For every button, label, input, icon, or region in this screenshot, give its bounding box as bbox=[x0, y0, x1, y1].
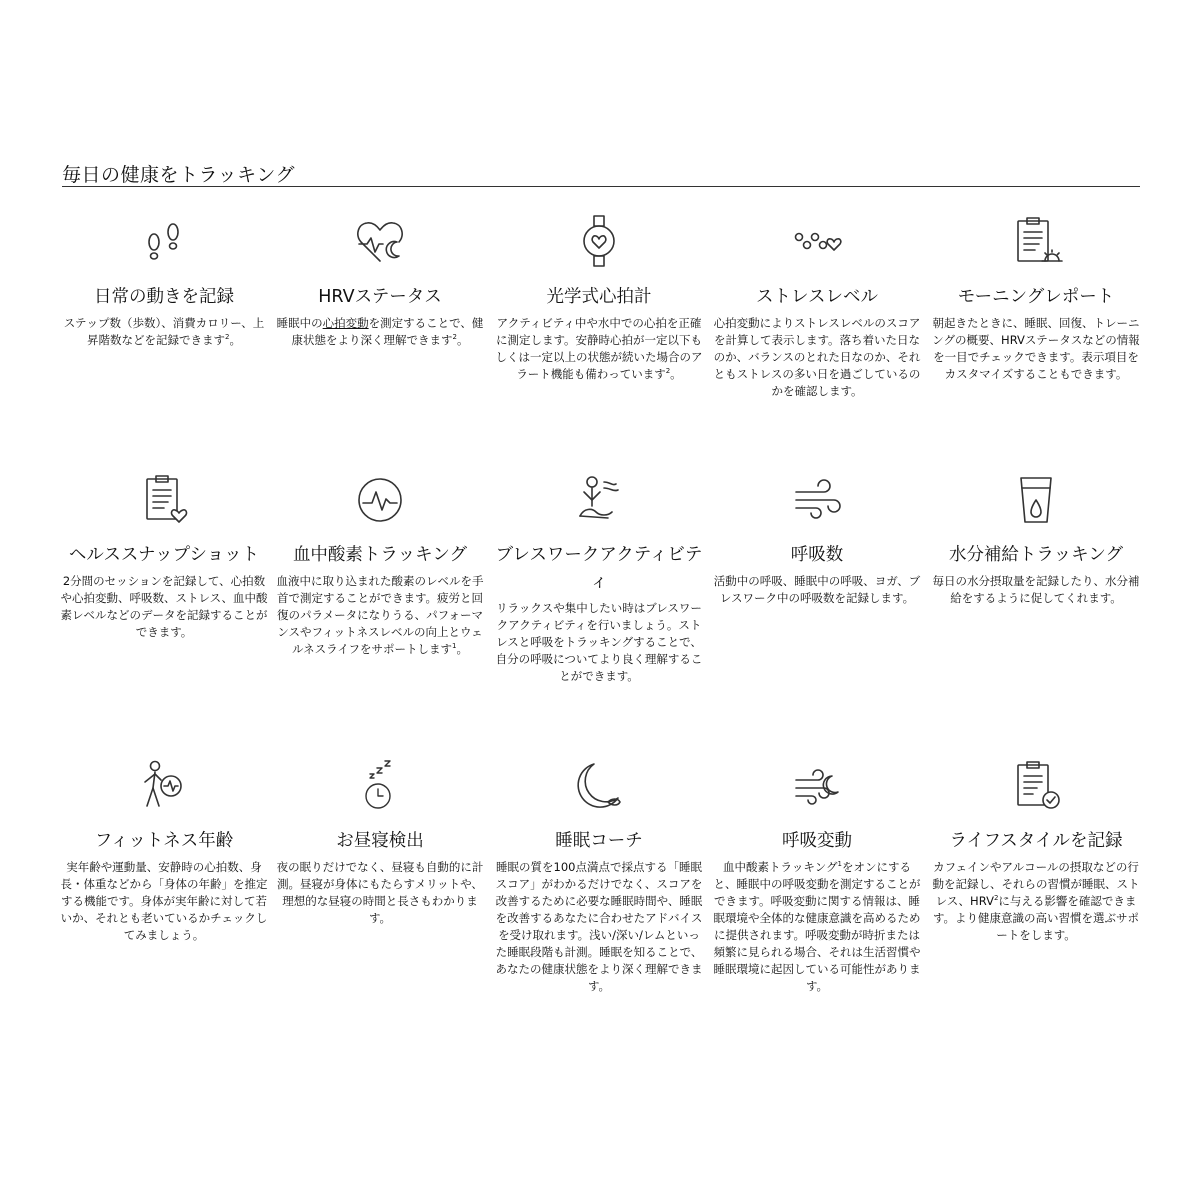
description-text: を測定することで、健康状態をより深く理解できます bbox=[291, 316, 484, 347]
feature-title: ブレスワークアクティビティ bbox=[495, 545, 703, 592]
description-text: 睡眠の質を100点満点で採点する「睡眠スコア」がわかるだけでなく、スコアを改善するために必要な睡眠時間や、睡眠を改善するあなたに合わせたアドバイスを受け取れます。浅い/深い/レムといった睡眠段階も計測。睡眠を知ることで、あなたの健康状態をより深く理解できます。 bbox=[495, 860, 703, 993]
description-text: 2分間のセッションを記録して、心拍数や心拍変動、呼吸数、ストレス、血中酸素レベルなどのデータを記録することができます。 bbox=[60, 574, 268, 639]
meditation-icon bbox=[491, 468, 707, 526]
feature-card bbox=[272, 754, 488, 927]
feature-card bbox=[491, 754, 707, 995]
feature-title: 光学式心拍計 bbox=[546, 287, 652, 307]
feature-card bbox=[272, 468, 488, 658]
wind-icon bbox=[709, 468, 925, 526]
feature-title: 日常の動きを記録 bbox=[94, 287, 234, 307]
description-text: に与える影響を確認できます。より健康意識の高い習慣を選ぶサポートをします。 bbox=[932, 894, 1140, 942]
description-text: ステップ数（歩数）、消費カロリー、上昇階数などを記録できます bbox=[63, 316, 265, 347]
footnote-marker: 2 bbox=[993, 894, 999, 903]
feature-description bbox=[713, 315, 921, 400]
description-text: 血中酸素トラッキング bbox=[723, 860, 838, 874]
feature-card bbox=[928, 468, 1144, 607]
wind-moon-icon bbox=[709, 754, 925, 812]
description-text: リラックスや集中したい時はブレスワークアクティビティを行いましょう。ストレスと呼吸をトラッキングすることで、自分の呼吸についてより良く理解することができます。 bbox=[495, 601, 703, 683]
description-text: 夜の眠りだけでなく、昼寝も自動的に計測。昼寝が身体にもたらすメリットや、理想的な昼寝の時間と長さもわかります。 bbox=[276, 860, 484, 925]
feature-title: 水分補給トラッキング bbox=[948, 545, 1124, 565]
description-text: 心拍変動 bbox=[322, 316, 369, 330]
feature-title: 呼吸変動 bbox=[782, 831, 852, 851]
feature-description bbox=[932, 573, 1140, 607]
clipboard-check-icon bbox=[928, 754, 1144, 812]
description-text: 。 bbox=[456, 333, 469, 347]
heart-moon-icon bbox=[272, 210, 488, 268]
feature-description bbox=[495, 600, 703, 685]
feature-card bbox=[709, 468, 925, 607]
description-text: をオンにすると、睡眠中の呼吸変動を測定することができます。呼吸変動に関する情報は、睡眠環境や全体的な健康意識を高めるために提供されます。呼吸変動が時折または頻繁に見られる場合、それは生活習慣や睡眠環境に起因している可能性があります。 bbox=[713, 860, 921, 993]
feature-description bbox=[932, 315, 1140, 383]
feature-description bbox=[276, 315, 484, 349]
page-title: 毎日の健康をトラッキング bbox=[62, 164, 296, 186]
feature-card bbox=[56, 210, 272, 349]
description-text: 血液中に取り込まれた酸素のレベルを手首で測定することができます。疲労と回復のパラメータになりうる、パフォーマンスやフィットネスレベルの向上とウェルネスライフをサポートします bbox=[276, 574, 484, 656]
fitness-age-icon bbox=[56, 754, 272, 812]
feature-card bbox=[709, 210, 925, 400]
description-text: 。 bbox=[229, 333, 241, 347]
footnote-marker: 2 bbox=[225, 333, 230, 342]
description-text: 。 bbox=[670, 367, 682, 381]
feature-title: 呼吸数 bbox=[790, 545, 844, 565]
footprints-icon bbox=[56, 210, 272, 268]
pulse-ox-icon bbox=[272, 468, 488, 526]
feature-description bbox=[276, 859, 484, 927]
description-text: 睡眠中の bbox=[276, 316, 323, 330]
description-text: 心拍変動によりストレスレベルのスコアを計算して表示します。落ち着いた日なのか、バランスのとれた日なのか、それともストレスの多い日を過ごしているのかを確認します。 bbox=[713, 316, 921, 398]
description-text: カフェインやアルコールの摂取などの行動を記録し、それらの習慣が睡眠、ストレス、HRV bbox=[932, 860, 1140, 908]
feature-title: ストレスレベル bbox=[756, 287, 878, 307]
feature-title: 睡眠コーチ bbox=[555, 831, 643, 851]
feature-title: モーニングレポート bbox=[957, 287, 1115, 307]
footnote-marker: 2 bbox=[452, 333, 457, 342]
feature-card bbox=[56, 754, 272, 944]
feature-description bbox=[932, 859, 1140, 944]
feature-card bbox=[928, 210, 1144, 383]
description-text: 。 bbox=[456, 642, 468, 656]
feature-card bbox=[491, 210, 707, 383]
footnote-marker: 1 bbox=[452, 642, 457, 651]
stress-wave-icon bbox=[709, 210, 925, 268]
feature-title: お昼寝検出 bbox=[336, 831, 424, 851]
feature-card bbox=[272, 210, 488, 349]
feature-description bbox=[60, 315, 268, 349]
description-text: 活動中の呼吸、睡眠中の呼吸、ヨガ、ブレスワーク中の呼吸数を記録します。 bbox=[713, 574, 921, 605]
feature-title: HRVステータス bbox=[318, 287, 442, 307]
feature-title: ライフスタイルを記録 bbox=[949, 831, 1123, 851]
feature-description bbox=[495, 315, 703, 383]
feature-card bbox=[56, 468, 272, 641]
feature-description bbox=[495, 859, 703, 995]
description-text: 毎日の水分摂取量を記録したり、水分補給をするように促してくれます。 bbox=[932, 574, 1140, 605]
feature-description bbox=[713, 859, 921, 995]
description-text: 実年齢や運動量、安静時の心拍数、身長・体重などから「身体の年齢」を推定する機能です。身体が実年齢に対して若いか、それとも老いているかチェックしてみましょう。 bbox=[60, 860, 268, 942]
feature-description bbox=[60, 573, 268, 641]
footnote-marker: 1 bbox=[837, 860, 842, 869]
water-glass-icon bbox=[928, 468, 1144, 526]
footnote-marker: 2 bbox=[665, 367, 671, 376]
description-text: アクティビティ中や水中での心拍を正確に測定します。安静時心拍が一定以下もしくは一定以上の状態が続いた場合のアラート機能も備わっています bbox=[495, 316, 703, 381]
watch-heart-icon bbox=[491, 210, 707, 268]
clipboard-sunrise-icon bbox=[928, 210, 1144, 268]
nap-clock-icon bbox=[272, 754, 488, 812]
feature-title: 血中酸素トラッキング bbox=[292, 545, 468, 565]
feature-title: ヘルススナップショット bbox=[68, 545, 260, 565]
clipboard-heart-icon bbox=[56, 468, 272, 526]
feature-title: フィットネス年齢 bbox=[94, 831, 234, 851]
title-divider bbox=[62, 186, 1140, 187]
moon-icon bbox=[491, 754, 707, 812]
feature-description bbox=[713, 573, 921, 607]
feature-card bbox=[709, 754, 925, 995]
feature-description bbox=[60, 859, 268, 944]
feature-description bbox=[276, 573, 484, 658]
feature-card bbox=[928, 754, 1144, 944]
feature-card bbox=[491, 468, 707, 685]
description-text: 朝起きたときに、睡眠、回復、トレーニングの概要、HRVステータスなどの情報を一目でチェックできます。表示項目をカスタマイズすることもできます。 bbox=[932, 316, 1140, 381]
